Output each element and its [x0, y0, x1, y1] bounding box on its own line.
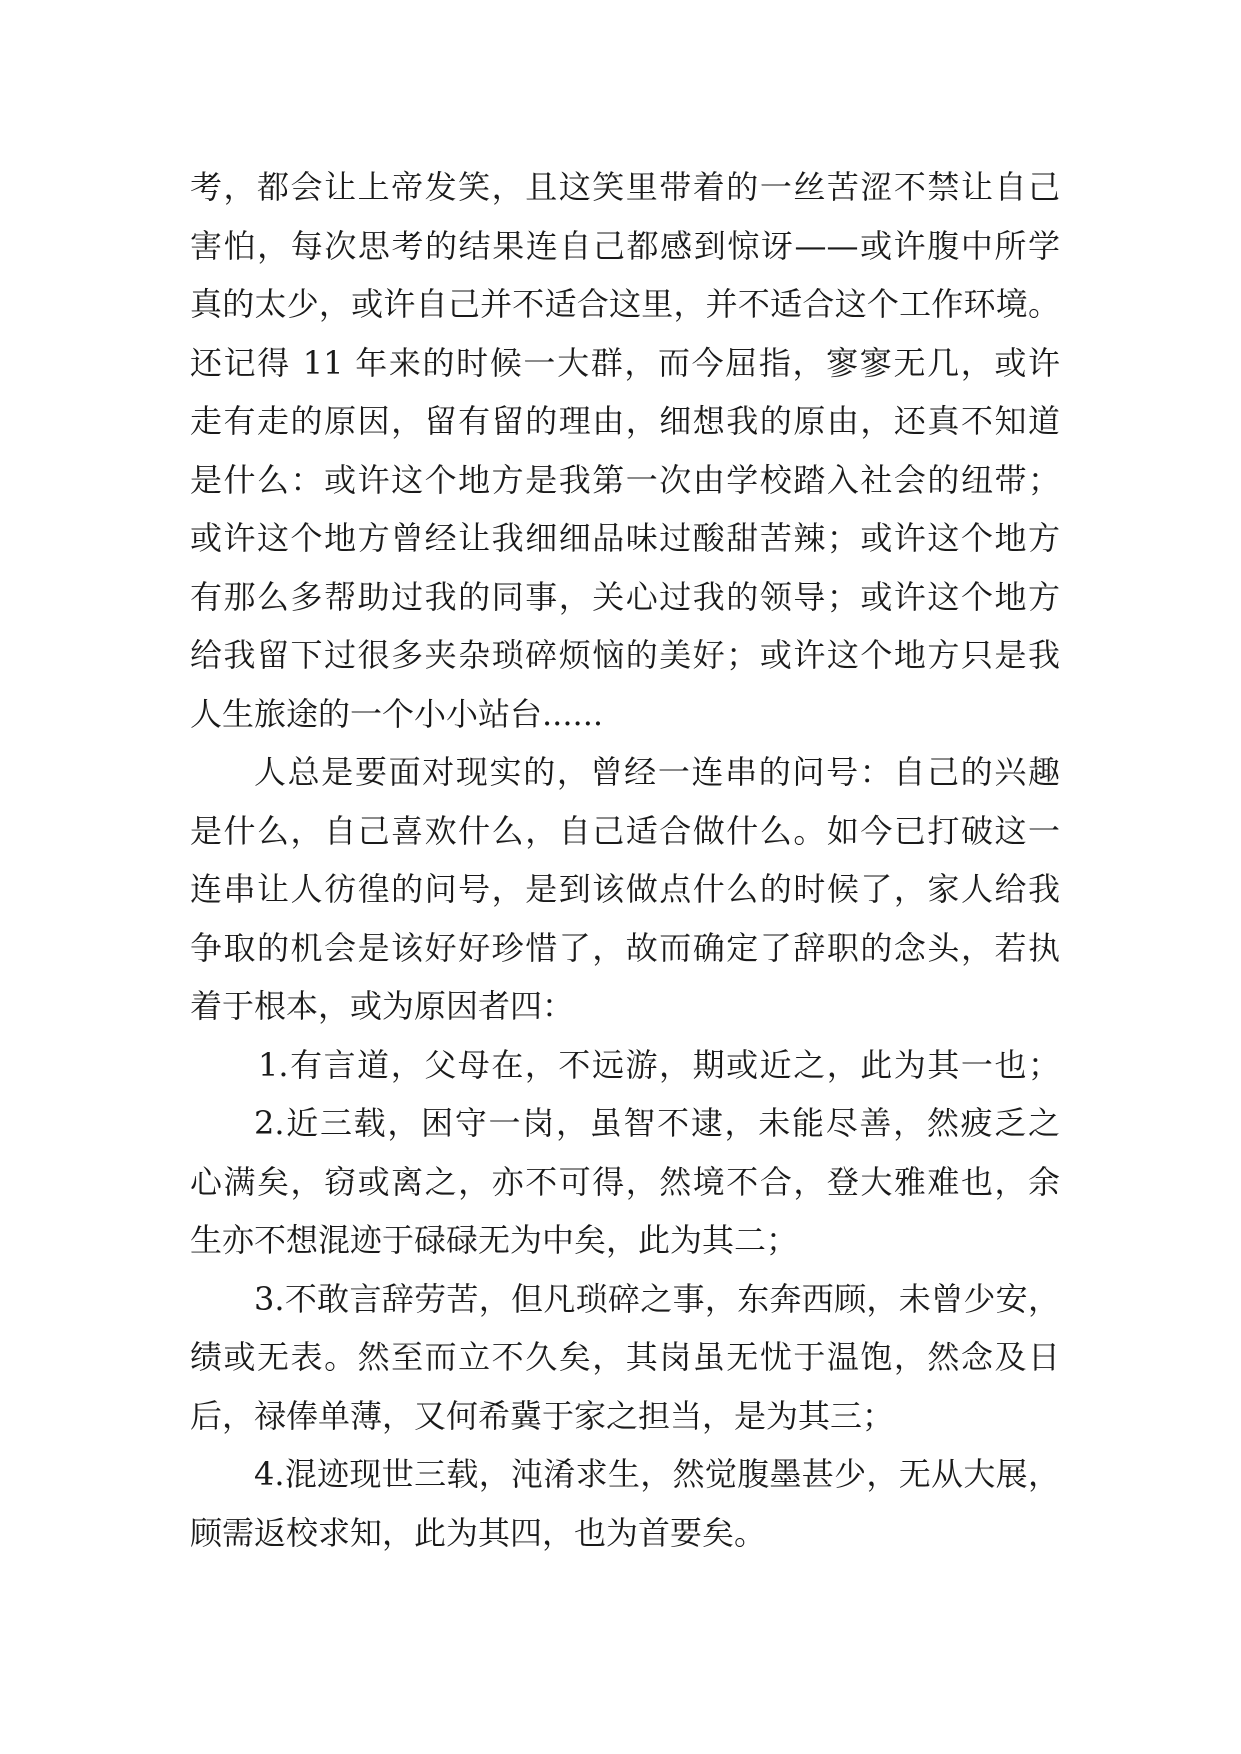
- list-item-3: 3.不敢言辞劳苦，但凡琐碎之事，东奔西顾，未曾少安，: [254, 1279, 1060, 1318]
- text-line: 着于根本，或为原因者四：: [190, 987, 575, 1025]
- text-line: 走有走的原因，留有留的理由，细想我的原由，还真不知道: [190, 402, 1060, 440]
- text-line: 还记得 11 年来的时候一大群，而今屈指，寥寥无几，或许: [190, 343, 1060, 382]
- list-item-1: 1.有言道，父母在，不远游，期或近之，此为其一也；: [258, 1045, 1060, 1084]
- text-line: 真的太少，或许自己并不适合这里，并不适合这个工作环境。: [190, 285, 1060, 323]
- text-line: 是什么：或许这个地方是我第一次由学校踏入社会的纽带；: [190, 460, 1060, 499]
- text-line: 是什么，自己喜欢什么，自己适合做什么。如今已打破这一: [190, 811, 1060, 850]
- text-line: 人生旅途的一个小小站台......: [190, 694, 604, 733]
- text-line: 绩或无表。然至而立不久矣，其岗虽无忧于温饱，然念及日: [190, 1338, 1060, 1376]
- text-line: 或许这个地方曾经让我细细品味过酸甜苦辣；或许这个地方: [190, 519, 1060, 557]
- text-line: 给我留下过很多夹杂琐碎烦恼的美好；或许这个地方只是我: [190, 636, 1060, 674]
- text-line: 有那么多帮助过我的同事，关心过我的领导；或许这个地方: [190, 577, 1060, 616]
- text-line: 心满矣，窃或离之，亦不可得，然境不合，登大雅难也，余: [190, 1162, 1060, 1201]
- list-item-4: 4.混迹现世三载，沌淆求生，然觉腹墨甚少，无从大展，: [254, 1455, 1060, 1493]
- text-line: 争取的机会是该好好珍惜了，故而确定了辞职的念头，若执: [190, 928, 1060, 967]
- list-item-2: 2.近三载，困守一岗，虽智不逮，未能尽善，然疲乏之: [254, 1104, 1060, 1142]
- text-line: 生亦不想混迹于碌碌无为中矣，此为其二；: [190, 1221, 799, 1259]
- text-line: 顾需返校求知，此为其四，也为首要矣。: [190, 1513, 767, 1552]
- text-line: 害怕，每次思考的结果连自己都感到惊讶——或许腹中所学: [190, 226, 1060, 265]
- text-line: 后，禄俸单薄，又何希冀于家之担当，是为其三；: [190, 1396, 895, 1435]
- text-line: 连串让人彷徨的问号，是到该做点什么的时候了，家人给我: [190, 870, 1060, 908]
- paragraph-start-line: 人总是要面对现实的，曾经一连串的问号：自己的兴趣: [254, 753, 1060, 791]
- resignation-letter-text: [190, 158, 1060, 1562]
- text-line: 考，都会让上帝发笑，且这笑里带着的一丝苦涩不禁让自己: [190, 168, 1060, 206]
